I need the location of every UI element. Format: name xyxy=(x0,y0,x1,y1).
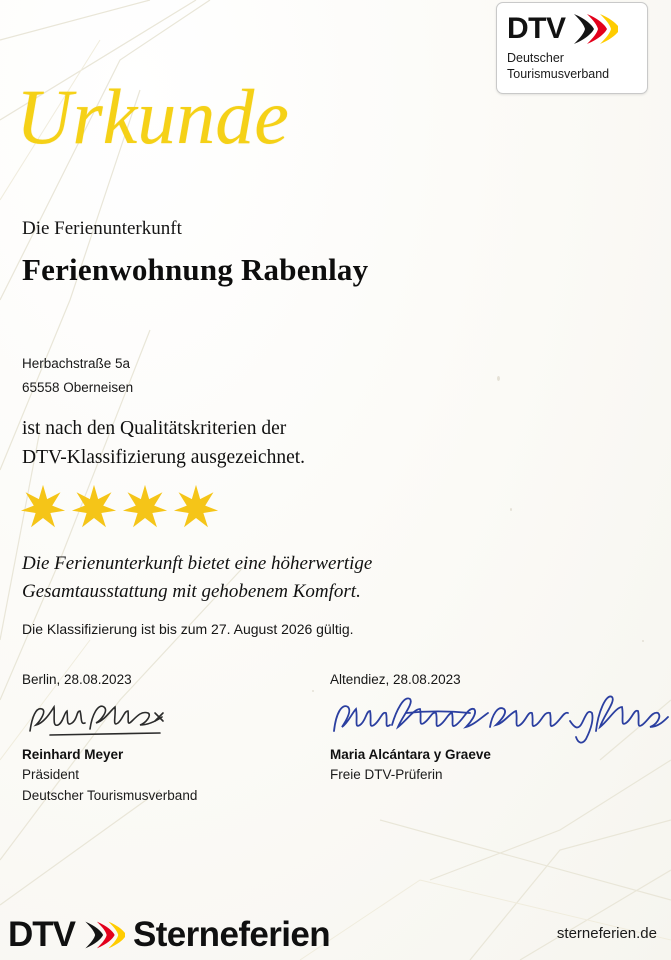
dtv-logo-subtitle-line1: Deutscher xyxy=(507,51,564,65)
rating-description xyxy=(22,550,492,605)
dtv-flag-chevrons-icon xyxy=(572,11,618,47)
dtv-logo-subtitle xyxy=(507,51,639,82)
signature-role: Freie DTV-Prüferin xyxy=(330,767,443,783)
dtv-logo-top-row xyxy=(507,9,639,49)
criteria-text xyxy=(22,414,305,473)
footer-dtv-wordmark: DTV xyxy=(8,915,75,954)
footer-flag-chevrons-icon xyxy=(83,919,125,951)
dtv-logo-subtitle-line2: Tourismusverband xyxy=(507,66,610,81)
signature-block-left xyxy=(22,672,302,806)
lead-text: Die Ferienunterkunft xyxy=(22,218,182,239)
footer-logo xyxy=(8,917,330,952)
signature-image-maria-alcantara-y-graeve xyxy=(330,687,660,745)
dtv-logo-badge xyxy=(496,2,648,94)
signature-place-date: Berlin, 28.08.2023 xyxy=(22,672,132,687)
address-street: Herbachstraße 5a xyxy=(22,356,131,371)
footer-brand-name: Sterneferien xyxy=(133,915,331,954)
accommodation-name: Ferienwohnung Rabenlay xyxy=(22,252,369,287)
rating-description-line-2: Gesamtausstattung mit gehobenem Komfort. xyxy=(22,580,361,602)
address-city: 65558 Oberneisen xyxy=(22,379,134,395)
signature-role: Präsident xyxy=(22,767,80,783)
star-icon xyxy=(20,484,66,530)
footer-url: sterneferien.de xyxy=(556,925,657,942)
star-icon xyxy=(173,484,219,530)
criteria-line-2: DTV-Klassifizierung ausgezeichnet. xyxy=(22,447,306,469)
signature-name: Maria Alcántara y Graeve xyxy=(330,747,491,762)
criteria-line-1: ist nach den Qualitätskriterien der xyxy=(22,418,287,439)
signature-block-right xyxy=(330,672,660,786)
signature-name: Reinhard Meyer xyxy=(22,747,124,762)
rating-description-line-1: Die Ferienunterkunft bietet eine höherwertige xyxy=(22,553,373,574)
signature-place-date: Altendiez, 28.08.2023 xyxy=(330,672,461,687)
dtv-logo-wordmark: DTV xyxy=(507,12,566,45)
signature-image-reinhard-meyer xyxy=(22,687,302,745)
signature-organisation: Deutscher Tourismusverband xyxy=(22,787,198,803)
page-title: Urkunde xyxy=(16,73,289,160)
star-icon xyxy=(122,484,168,530)
validity-text: Die Klassifizierung ist bis zum 27. August 2026 gültig. xyxy=(22,621,354,637)
star-icon xyxy=(71,484,117,530)
star-rating xyxy=(20,484,219,530)
accommodation-address xyxy=(22,352,133,399)
